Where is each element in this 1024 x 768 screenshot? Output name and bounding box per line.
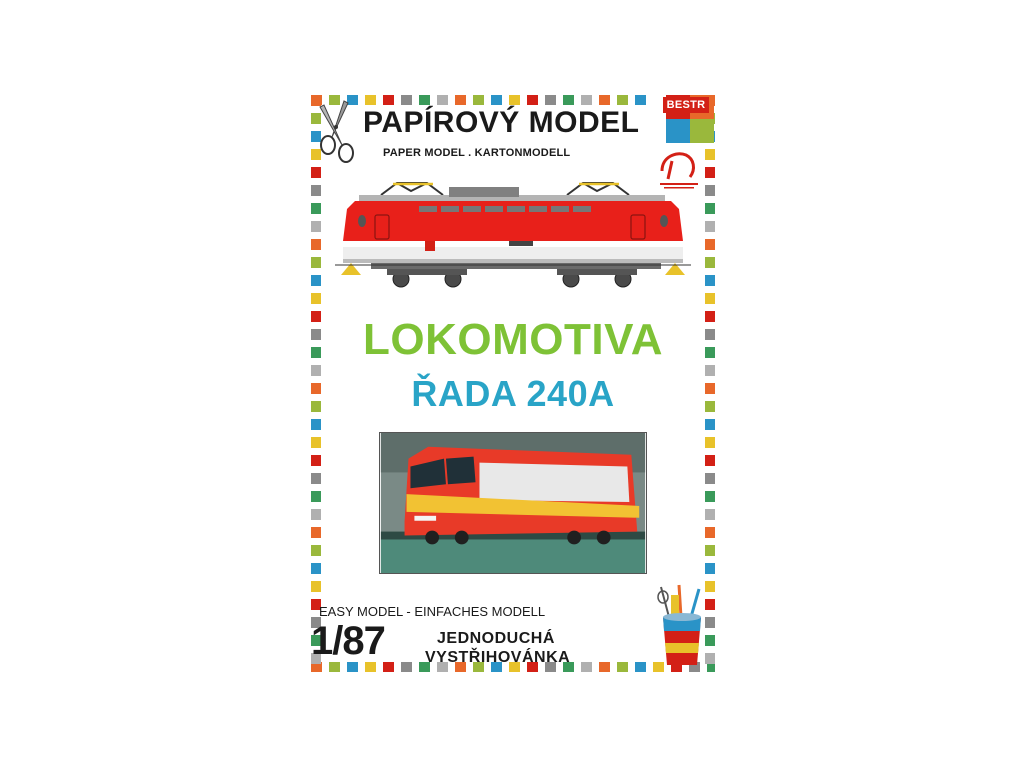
border-dash xyxy=(311,203,321,214)
border-dash xyxy=(311,563,321,574)
heading-series: ŘADA 240A xyxy=(411,373,615,414)
border-dash xyxy=(617,95,628,105)
brand-badge: BESTR xyxy=(663,97,709,113)
locomotive-photo xyxy=(379,432,647,574)
border-dash xyxy=(311,455,321,466)
heading-lokomotiva: LOKOMOTIVA xyxy=(363,315,663,364)
scale-label: 1/87 xyxy=(311,619,385,663)
border-dash xyxy=(473,95,484,105)
easy-model-label: EASY MODEL - EINFACHES MODELL xyxy=(319,604,546,619)
border-dash xyxy=(311,509,321,520)
border-dash xyxy=(635,662,646,672)
border-dash xyxy=(705,419,715,430)
border-dash xyxy=(311,527,321,538)
border-dash xyxy=(311,437,321,448)
border-strip-top xyxy=(311,95,715,105)
border-dash xyxy=(705,257,715,268)
border-dash xyxy=(311,221,321,232)
border-dash xyxy=(401,95,412,105)
page-title: PAPÍROVÝ MODEL xyxy=(363,106,640,139)
border-dash xyxy=(581,95,592,105)
border-dash xyxy=(311,275,321,286)
border-dash xyxy=(705,167,715,178)
border-dash xyxy=(599,95,610,105)
difficulty-label-line2: VYSTŘIHOVÁNKA xyxy=(425,649,571,666)
border-dash xyxy=(635,95,646,105)
scissors-icon xyxy=(314,97,362,175)
border-dash xyxy=(599,662,610,672)
border-dash xyxy=(437,95,448,105)
border-dash xyxy=(419,95,430,105)
page-subtitle: PAPER MODEL . KARTONMODELL xyxy=(383,147,571,159)
border-dash xyxy=(705,545,715,556)
border-dash xyxy=(705,185,715,196)
border-dash xyxy=(311,545,321,556)
border-dash xyxy=(311,473,321,484)
border-dash xyxy=(581,662,592,672)
border-dash xyxy=(491,95,502,105)
border-dash xyxy=(617,662,628,672)
border-dash xyxy=(705,491,715,502)
border-dash xyxy=(705,221,715,232)
border-dash xyxy=(563,95,574,105)
border-dash xyxy=(705,293,715,304)
border-dash xyxy=(383,95,394,105)
border-dash xyxy=(311,257,321,268)
border-dash xyxy=(705,473,715,484)
paint-cup-icon xyxy=(655,583,709,665)
border-dash xyxy=(705,149,715,160)
border-dash xyxy=(401,662,412,672)
border-dash xyxy=(311,419,321,430)
border-dash xyxy=(705,527,715,538)
difficulty-label-line1: JEDNODUCHÁ xyxy=(437,630,555,647)
border-dash xyxy=(311,239,321,250)
model-cover xyxy=(311,95,715,672)
border-dash xyxy=(509,95,520,105)
border-dash xyxy=(455,95,466,105)
border-dash xyxy=(365,95,376,105)
border-dash xyxy=(705,563,715,574)
border-dash xyxy=(705,437,715,448)
border-dash xyxy=(545,95,556,105)
border-dash xyxy=(705,203,715,214)
border-dash xyxy=(705,455,715,466)
border-dash xyxy=(311,491,321,502)
border-dash xyxy=(705,239,715,250)
border-dash xyxy=(311,185,321,196)
border-dash xyxy=(527,95,538,105)
border-dash xyxy=(705,509,715,520)
locomotive-drawing xyxy=(331,179,695,299)
border-dash xyxy=(311,581,321,592)
border-dash xyxy=(311,293,321,304)
border-dash xyxy=(705,275,715,286)
